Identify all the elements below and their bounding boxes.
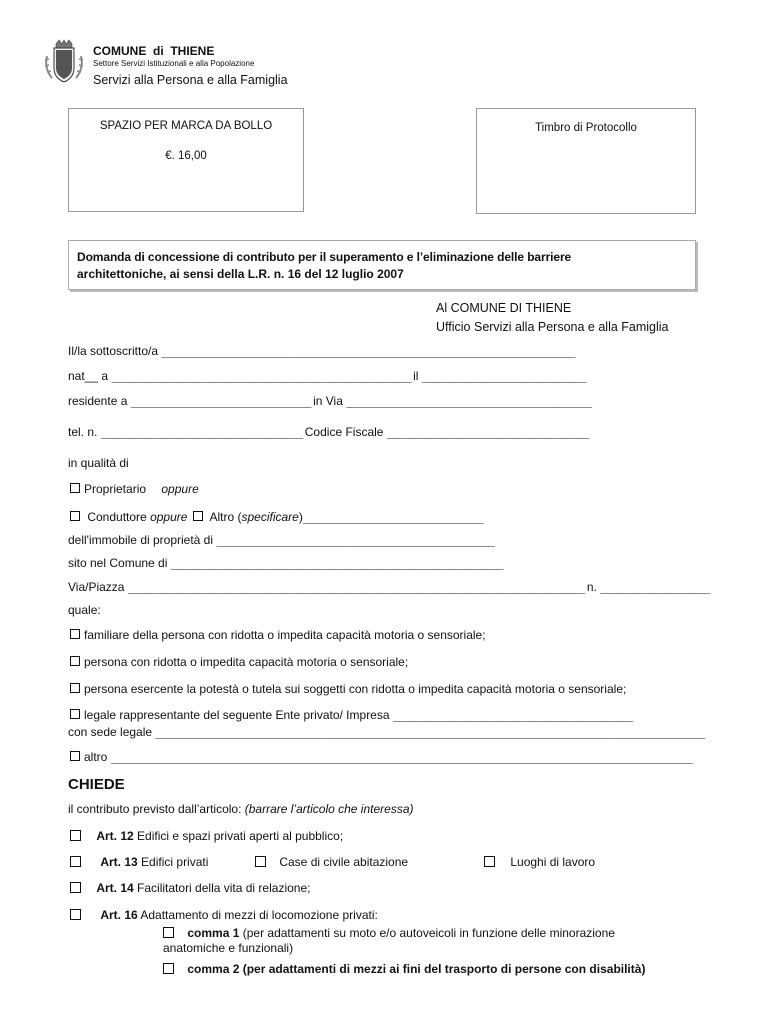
chiede-intro-text: il contributo previsto dall’articolo:: [68, 802, 242, 816]
title-line-2: architettoniche, ai sensi della L.R. n. 16 del 12 luglio 2007: [77, 267, 404, 281]
label-nato: nat__ a: [68, 369, 109, 383]
label-art16-text: Adattamento di mezzi di locomozione privati:: [140, 908, 378, 922]
label-via: in Via: [313, 394, 343, 408]
label-il: il: [413, 369, 419, 383]
field-sito[interactable]: [68, 556, 502, 570]
option-art13[interactable]: [70, 855, 208, 869]
option-legale[interactable]: [70, 708, 632, 722]
field-immobile[interactable]: [68, 533, 493, 547]
blank-data-nascita[interactable]: ______________________________: [421, 369, 585, 383]
blank-sito[interactable]: _____________________________________________________________: [170, 556, 502, 570]
checkbox-proprietario[interactable]: [70, 483, 80, 493]
label-art13-num: Art. 13: [100, 855, 138, 869]
label-art16-num: Art. 16: [100, 908, 138, 922]
label-in-qualita: in qualità di: [68, 456, 129, 470]
header-settore: Settore Servizi Istituzionali e alla Popolazione: [93, 59, 255, 68]
label-n: n.: [586, 580, 597, 594]
bollo-box: [68, 108, 304, 212]
blank-luogo-nascita[interactable]: _______________________________________________________: [111, 369, 410, 383]
blank-via[interactable]: _____________________________________________: [346, 394, 591, 408]
blank-codice-fiscale[interactable]: _____________________________________: [386, 425, 588, 439]
chiede-intro-note: (barrare l’articolo che interessa): [244, 802, 414, 816]
label-quale: quale:: [68, 603, 101, 617]
label-sito: sito nel Comune di: [68, 556, 168, 570]
label-sede: con sede legale: [68, 725, 153, 739]
blank-immobile[interactable]: ___________________________________________________: [216, 533, 494, 547]
label-altro: Altro (: [209, 510, 242, 524]
blank-altro-titolo[interactable]: _________________________________: [302, 510, 482, 524]
label-comma1-text-2: anatomiche e funzionali): [163, 941, 294, 955]
title-box: [68, 240, 696, 290]
label-art12-num: Art. 12: [96, 829, 134, 843]
checkbox-art14[interactable]: [70, 882, 81, 893]
recipient-line-2: Ufficio Servizi alla Persona e alla Famiglia: [436, 320, 669, 334]
title-line-1: Domanda di concessione di contributo per il superamento e l’eliminazione delle barriere: [77, 250, 572, 264]
label-tel: tel. n.: [68, 425, 98, 439]
label-altro-close: ): [298, 510, 303, 524]
option-art12[interactable]: [70, 829, 343, 843]
option-art14[interactable]: [70, 881, 310, 895]
label-comma1: comma 1: [187, 926, 240, 940]
checkbox-conduttore[interactable]: [70, 511, 80, 521]
label-legale: legale rappresentante del seguente Ente privato/ Impresa: [84, 708, 390, 722]
label-familiare: familiare della persona con ridotta o impedita capacità motoria o sensoriale;: [84, 628, 486, 642]
label-specificare: specificare: [241, 510, 299, 524]
option-proprietario[interactable]: [70, 482, 199, 496]
option-art16[interactable]: [70, 908, 378, 922]
label-sottoscritto: Il/la sottoscritto/a: [68, 344, 159, 358]
checkbox-altro[interactable]: [70, 751, 80, 761]
label-oppure-2: oppure: [150, 510, 188, 524]
city-crest-logo: [42, 38, 86, 84]
chiede-intro: [68, 802, 414, 816]
label-comma2: comma 2 (per adattamenti di mezzi ai fini del trasporto di persone con disabilità): [187, 962, 646, 976]
checkbox-art13-lavoro[interactable]: [484, 856, 495, 867]
option-comma2[interactable]: [163, 962, 645, 976]
label-art13-text: Edifici privati: [141, 855, 209, 869]
header-comune: COMUNE di THIENE: [93, 44, 215, 58]
checkbox-comma1[interactable]: [163, 927, 174, 938]
blank-sottoscritto[interactable]: ____________________________________________________________________________: [161, 344, 574, 358]
blank-sede[interactable]: _____________________________________________________________________________________________________: [155, 725, 704, 739]
field-sede[interactable]: [68, 725, 703, 739]
option-conduttore-altro[interactable]: [70, 510, 482, 524]
label-oppure: oppure: [161, 482, 199, 496]
checkbox-persona[interactable]: [70, 656, 80, 666]
option-art13-civile[interactable]: [255, 855, 408, 869]
field-sottoscritto[interactable]: [68, 344, 574, 358]
option-persona[interactable]: [70, 655, 408, 669]
recipient-line-1: Al COMUNE DI THIENE: [436, 301, 572, 315]
label-proprietario: Proprietario: [84, 482, 147, 496]
blank-ente[interactable]: ____________________________________________: [392, 708, 632, 722]
label-residente: residente a: [68, 394, 128, 408]
checkbox-comma2[interactable]: [163, 963, 174, 974]
chiede-heading: CHIEDE: [68, 776, 125, 793]
label-codice-fiscale: Codice Fiscale: [304, 425, 384, 439]
option-altro[interactable]: [70, 750, 691, 764]
blank-tel[interactable]: _____________________________________: [100, 425, 302, 439]
checkbox-altro-titolo[interactable]: [193, 511, 203, 521]
label-conduttore: Conduttore: [87, 510, 147, 524]
bollo-label: SPAZIO PER MARCA DA BOLLO: [99, 120, 273, 132]
label-art14-text: Facilitatori della vita di relazione;: [137, 881, 311, 895]
option-art13-lavoro[interactable]: [484, 855, 595, 869]
label-immobile: dell'immobile di proprietà di: [68, 533, 214, 547]
header-servizi: Servizi alla Persona e alla Famiglia: [93, 73, 288, 87]
label-art12-text: Edifici e spazi privati aperti al pubblico;: [137, 829, 344, 843]
label-persona: persona con ridotta o impedita capacità motoria o sensoriale;: [84, 655, 409, 669]
label-art14-num: Art. 14: [96, 881, 134, 895]
checkbox-esercente[interactable]: [70, 683, 80, 693]
label-comma1-text: (per adattamenti su moto e/o autoveicoli in funzione delle minorazione: [242, 926, 615, 940]
protocollo-label: Timbro di Protocollo: [535, 122, 637, 134]
field-via-piazza[interactable]: [68, 580, 709, 594]
field-residente[interactable]: [68, 394, 590, 408]
blank-altro[interactable]: ___________________________________________________________________________________________________________: [110, 750, 692, 764]
checkbox-familiare[interactable]: [70, 629, 80, 639]
field-tel[interactable]: [68, 425, 588, 439]
option-esercente[interactable]: [70, 682, 626, 696]
label-esercente: persona esercente la potestà o tutela sui soggetti con ridotta o impedita capacità motoria o sensoriale;: [84, 682, 627, 696]
bollo-amount: €. 16,00: [165, 150, 207, 162]
label-art13-civile: Case di civile abitazione: [279, 855, 409, 869]
blank-via-piazza[interactable]: ____________________________________________________________________________________: [127, 580, 584, 594]
checkbox-art12[interactable]: [70, 830, 81, 841]
checkbox-legale[interactable]: [70, 709, 80, 719]
checkbox-art13[interactable]: [70, 856, 81, 867]
checkbox-art13-civile[interactable]: [255, 856, 266, 867]
checkbox-art16[interactable]: [70, 909, 81, 920]
label-via-piazza: Via/Piazza: [68, 580, 125, 594]
blank-residente[interactable]: _________________________________: [130, 394, 310, 408]
label-art13-lavoro: Luoghi di lavoro: [510, 855, 596, 869]
protocollo-box: [476, 108, 696, 214]
option-comma1[interactable]: [163, 926, 615, 940]
option-familiare[interactable]: [70, 628, 486, 642]
field-nato[interactable]: [68, 369, 585, 383]
label-altro-option: altro: [84, 750, 108, 764]
blank-civico[interactable]: ____________________: [600, 580, 709, 594]
